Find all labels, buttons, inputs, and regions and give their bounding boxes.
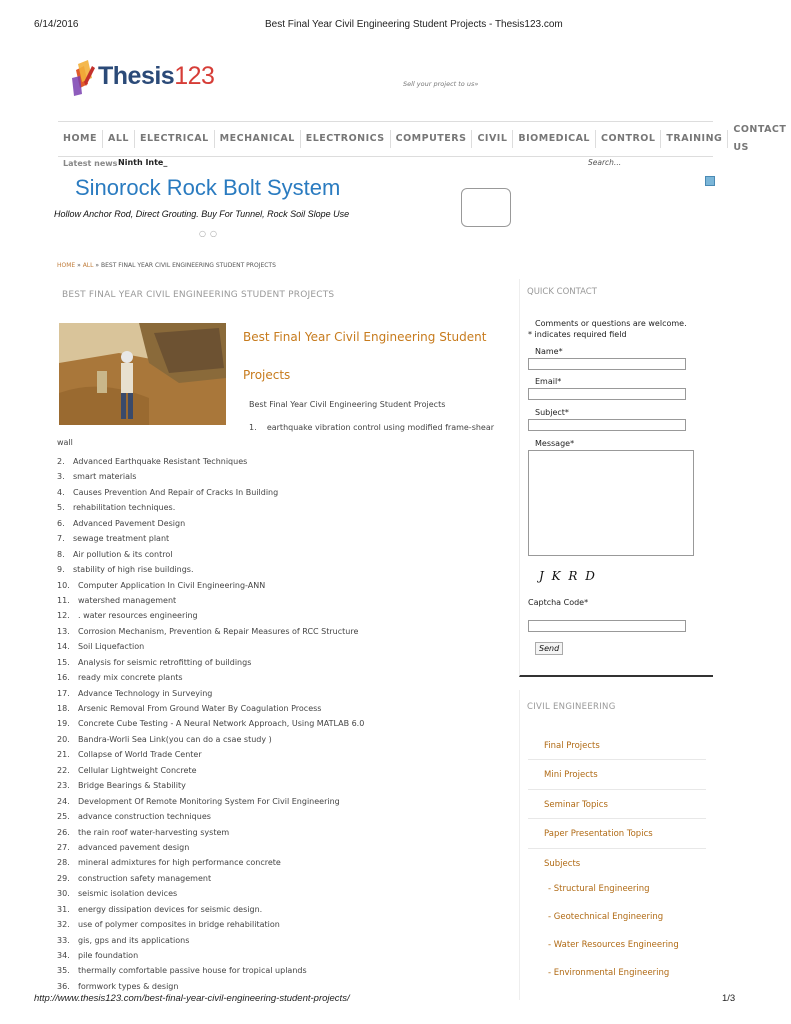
ad-info-icon[interactable] xyxy=(705,176,715,186)
list-item xyxy=(57,562,507,577)
list-item-text: Air pollution & its control xyxy=(73,549,173,559)
list-item-number: 17. xyxy=(57,688,70,698)
print-title: Best Final Year Civil Engineering Student Projects - Thesis123.com xyxy=(265,19,563,30)
subject-label: Subject* xyxy=(535,408,569,417)
subject-field[interactable] xyxy=(528,419,686,431)
nav-electronics[interactable]: ELECTRONICS xyxy=(301,130,391,148)
list-item xyxy=(57,886,507,901)
nav-mechanical[interactable]: MECHANICAL xyxy=(215,130,301,148)
sell-project-link[interactable]: Sell your project to us» xyxy=(403,80,479,88)
list-item-text: Computer Application In Civil Engineering-ANN xyxy=(78,580,266,590)
nav-training[interactable]: TRAINING xyxy=(661,130,728,148)
page-title: BEST FINAL YEAR CIVIL ENGINEERING STUDENT PROJECTS xyxy=(62,290,335,300)
nav-home[interactable]: HOME xyxy=(58,130,103,148)
list-item xyxy=(57,701,507,716)
list-item xyxy=(57,716,507,731)
list-item-text: mineral admixtures for high performance concrete xyxy=(78,858,281,868)
divider xyxy=(528,759,706,760)
list-item xyxy=(57,485,507,500)
list-item-text: Arsenic Removal From Ground Water By Coagulation Process xyxy=(78,704,322,713)
list-item-number: 5. xyxy=(57,503,65,513)
list-item-wrap: wall xyxy=(57,438,73,447)
latest-news-label: Latest news xyxy=(63,159,118,168)
list-item-text: Analysis for seismic retrofitting of buildings xyxy=(78,657,252,667)
list-item xyxy=(57,655,507,670)
list-item-number: 21. xyxy=(57,750,70,760)
latest-news-ticker[interactable]: Ninth Inte_ xyxy=(118,158,168,167)
breadcrumb-home[interactable]: HOME xyxy=(57,262,76,269)
ad-carousel-dots[interactable]: ○○ xyxy=(199,229,221,238)
list-item-text: ready mix concrete plants xyxy=(78,673,183,683)
required-note: * indicates required field xyxy=(528,330,627,339)
list-item-number: 4. xyxy=(57,487,65,497)
list-item-number: 7. xyxy=(57,534,65,544)
logo-wordmark[interactable] xyxy=(98,62,214,91)
list-item-number: 20. xyxy=(57,734,70,744)
list-item-number: 15. xyxy=(57,657,70,667)
list-item xyxy=(57,732,507,747)
breadcrumb: HOME » ALL » BEST FINAL YEAR CIVIL ENGINEERING STUDENT PROJECTS xyxy=(57,262,276,269)
logo-name: Thesis xyxy=(98,62,175,90)
list-item xyxy=(57,902,507,917)
list-item xyxy=(57,547,507,562)
link-geotechnical-engineering[interactable]: - Geotechnical Engineering xyxy=(548,912,664,922)
post-subtitle: Best Final Year Civil Engineering Student Projects xyxy=(249,400,446,409)
list-item-number: 25. xyxy=(57,812,70,822)
post-title-line1: Best Final Year Civil Engineering Student xyxy=(243,330,487,344)
quick-contact-heading: QUICK CONTACT xyxy=(527,287,597,297)
list-item xyxy=(57,593,507,608)
divider xyxy=(528,789,706,790)
construction-photo xyxy=(59,323,226,425)
nav-electrical[interactable]: ELECTRICAL xyxy=(135,130,215,148)
list-item-text: watershed management xyxy=(78,595,177,605)
divider xyxy=(528,818,706,819)
list-item xyxy=(57,763,507,778)
search-input[interactable]: Search... xyxy=(588,158,622,167)
list-item-text: rehabilitation techniques. xyxy=(73,503,176,513)
list-item-text: use of polymer composites in bridge rehabilitation xyxy=(78,920,280,930)
nav-all[interactable]: ALL xyxy=(103,130,135,148)
list-item xyxy=(57,686,507,701)
nav-control[interactable]: CONTROL xyxy=(596,130,661,148)
list-item xyxy=(57,979,507,994)
list-item-number: 33. xyxy=(57,935,70,945)
name-label: Name* xyxy=(535,347,563,356)
list-item-number: 24. xyxy=(57,796,70,806)
list-item xyxy=(57,794,507,809)
list-item-text: smart materials xyxy=(73,472,137,482)
list-item-text: earthquake vibration control using modified frame-shear xyxy=(266,423,495,432)
list-item-text: advance construction techniques xyxy=(78,812,211,822)
list-item xyxy=(57,454,507,469)
list-item xyxy=(57,639,507,654)
list-item-number: 10. xyxy=(57,580,70,590)
list-item-number: 31. xyxy=(57,904,70,914)
list-item-number: 16. xyxy=(57,673,70,683)
nav-biomedical[interactable]: BIOMEDICAL xyxy=(513,130,596,148)
list-item xyxy=(57,963,507,978)
ad-open-button[interactable] xyxy=(461,188,511,227)
list-item xyxy=(57,778,507,793)
list-item-text: Bandra-Worli Sea Link(you can do a csae study ) xyxy=(78,734,272,744)
list-item-text: Soil Liquefaction xyxy=(78,642,145,652)
link-environmental-engineering[interactable]: - Environmental Engineering xyxy=(548,968,670,978)
list-item-number: 36. xyxy=(57,981,70,991)
email-field[interactable] xyxy=(528,388,686,400)
list-item-text: . water resources engineering xyxy=(78,611,198,621)
ad-title[interactable]: Sinorock Rock Bolt System xyxy=(75,175,341,200)
link-mini-projects[interactable]: Mini Projects xyxy=(544,770,598,780)
list-item xyxy=(57,516,507,531)
list-item xyxy=(249,423,494,432)
list-item xyxy=(57,747,507,762)
list-item-number: 6. xyxy=(57,518,65,528)
link-structural-engineering[interactable]: - Structural Engineering xyxy=(548,884,650,894)
list-item-text: thermally comfortable passive house for tropical uplands xyxy=(78,966,307,976)
breadcrumb-all[interactable]: ALL xyxy=(82,262,94,269)
link-water-resources-engineering[interactable]: - Water Resources Engineering xyxy=(548,940,679,950)
post-title-line2: Projects xyxy=(243,368,291,382)
link-subjects[interactable]: Subjects xyxy=(544,859,581,869)
list-item xyxy=(57,917,507,932)
list-item-number: 30. xyxy=(57,889,70,899)
list-item-number: 32. xyxy=(57,920,70,930)
list-item-text: Development Of Remote Monitoring System For Civil Engineering xyxy=(78,796,340,806)
list-item xyxy=(57,948,507,963)
list-item-text: formwork types & design xyxy=(78,981,179,991)
quick-contact-intro: Comments or questions are welcome. xyxy=(535,319,687,328)
print-url: http://www.thesis123.com/best-final-year-civil-engineering-student-projects/ xyxy=(34,993,350,1004)
send-button[interactable]: Send xyxy=(535,642,563,655)
list-item xyxy=(57,469,507,484)
list-item xyxy=(57,500,507,515)
message-label: Message* xyxy=(535,439,575,448)
list-item-text: Collapse of World Trade Center xyxy=(78,750,202,760)
list-item-number: 11. xyxy=(57,595,70,605)
list-item-text: Concrete Cube Testing - A Neural Network Approach, Using MATLAB 6.0 xyxy=(78,719,365,729)
link-seminar-topics[interactable]: Seminar Topics xyxy=(544,800,608,810)
message-field[interactable] xyxy=(528,450,694,556)
list-item-text: sewage treatment plant xyxy=(73,534,170,544)
name-field[interactable] xyxy=(528,358,686,370)
list-item-number: 27. xyxy=(57,842,70,852)
captcha-label: Captcha Code* xyxy=(528,598,589,607)
list-item-text: stability of high rise buildings. xyxy=(73,565,194,575)
project-list xyxy=(57,454,507,994)
list-item-number: 26. xyxy=(57,827,70,837)
list-item-number: 2. xyxy=(57,457,65,466)
list-item xyxy=(57,809,507,824)
list-item-number: 19. xyxy=(57,719,70,729)
logo-mark-icon xyxy=(72,60,95,96)
nav-civil[interactable]: CIVIL xyxy=(472,130,513,148)
list-item-text: energy dissipation devices for seismic design. xyxy=(78,904,263,914)
list-item-text: Cellular Lightweight Concrete xyxy=(78,765,197,775)
list-item-text: Corrosion Mechanism, Prevention & Repair Measures of RCC Structure xyxy=(78,626,359,636)
list-item-text: pile foundation xyxy=(78,951,139,960)
civil-engineering-heading: CIVIL ENGINEERING xyxy=(527,702,616,712)
list-item-number: 1. xyxy=(249,423,257,432)
list-item-number: 23. xyxy=(57,781,70,791)
list-item-number: 34. xyxy=(57,951,70,960)
list-item-text: advanced pavement design xyxy=(78,842,190,852)
list-item-number: 18. xyxy=(57,704,70,713)
divider xyxy=(528,848,706,849)
list-item-number: 3. xyxy=(57,472,65,482)
list-item-text: Bridge Bearings & Stability xyxy=(78,781,186,791)
captcha-field[interactable] xyxy=(528,620,686,632)
captcha-image: J K R D xyxy=(539,569,597,583)
link-final-projects[interactable]: Final Projects xyxy=(544,741,600,751)
list-item xyxy=(57,608,507,623)
breadcrumb-current: BEST FINAL YEAR CIVIL ENGINEERING STUDENT PROJECTS xyxy=(101,262,276,269)
list-item xyxy=(57,855,507,870)
main-nav xyxy=(58,121,787,157)
list-item-number: 13. xyxy=(57,626,70,636)
link-paper-presentation[interactable]: Paper Presentation Topics xyxy=(544,829,653,839)
nav-contact-us[interactable]: CONTACT US xyxy=(733,124,787,153)
list-item-number: 28. xyxy=(57,858,70,868)
list-item-text: Advanced Pavement Design xyxy=(73,518,186,528)
email-label: Email* xyxy=(535,377,562,386)
logo-number: 123 xyxy=(174,62,215,90)
list-item xyxy=(57,531,507,546)
list-item xyxy=(57,624,507,639)
list-item-text: Advanced Earthquake Resistant Techniques xyxy=(73,457,248,466)
list-item-number: 8. xyxy=(57,549,65,559)
list-item xyxy=(57,670,507,685)
list-item-text: construction safety management xyxy=(78,873,212,883)
list-item-number: 9. xyxy=(57,565,65,575)
list-item-number: 14. xyxy=(57,642,70,652)
list-item xyxy=(57,933,507,948)
list-item-text: gis, gps and its applications xyxy=(78,935,190,945)
list-item-text: the rain roof water-harvesting system xyxy=(78,827,230,837)
list-item-text: Advance Technology in Surveying xyxy=(78,688,213,698)
print-page: 1/3 xyxy=(722,993,736,1004)
list-item xyxy=(57,578,507,593)
list-item xyxy=(57,840,507,855)
nav-computers[interactable]: COMPUTERS xyxy=(391,130,473,148)
list-item-text: seismic isolation devices xyxy=(78,889,178,899)
ad-subtitle: Hollow Anchor Rod, Direct Grouting. Buy For Tunnel, Rock Soil Slope Use xyxy=(54,209,350,219)
list-item xyxy=(57,825,507,840)
list-item-text: Causes Prevention And Repair of Cracks In Building xyxy=(73,487,279,497)
list-item-number: 22. xyxy=(57,765,70,775)
list-item-number: 12. xyxy=(57,611,70,621)
list-item-number: 35. xyxy=(57,966,70,976)
civil-engineering-panel xyxy=(519,690,713,1000)
list-item xyxy=(57,871,507,886)
print-date: 6/14/2016 xyxy=(34,19,79,30)
list-item-number: 29. xyxy=(57,873,70,883)
